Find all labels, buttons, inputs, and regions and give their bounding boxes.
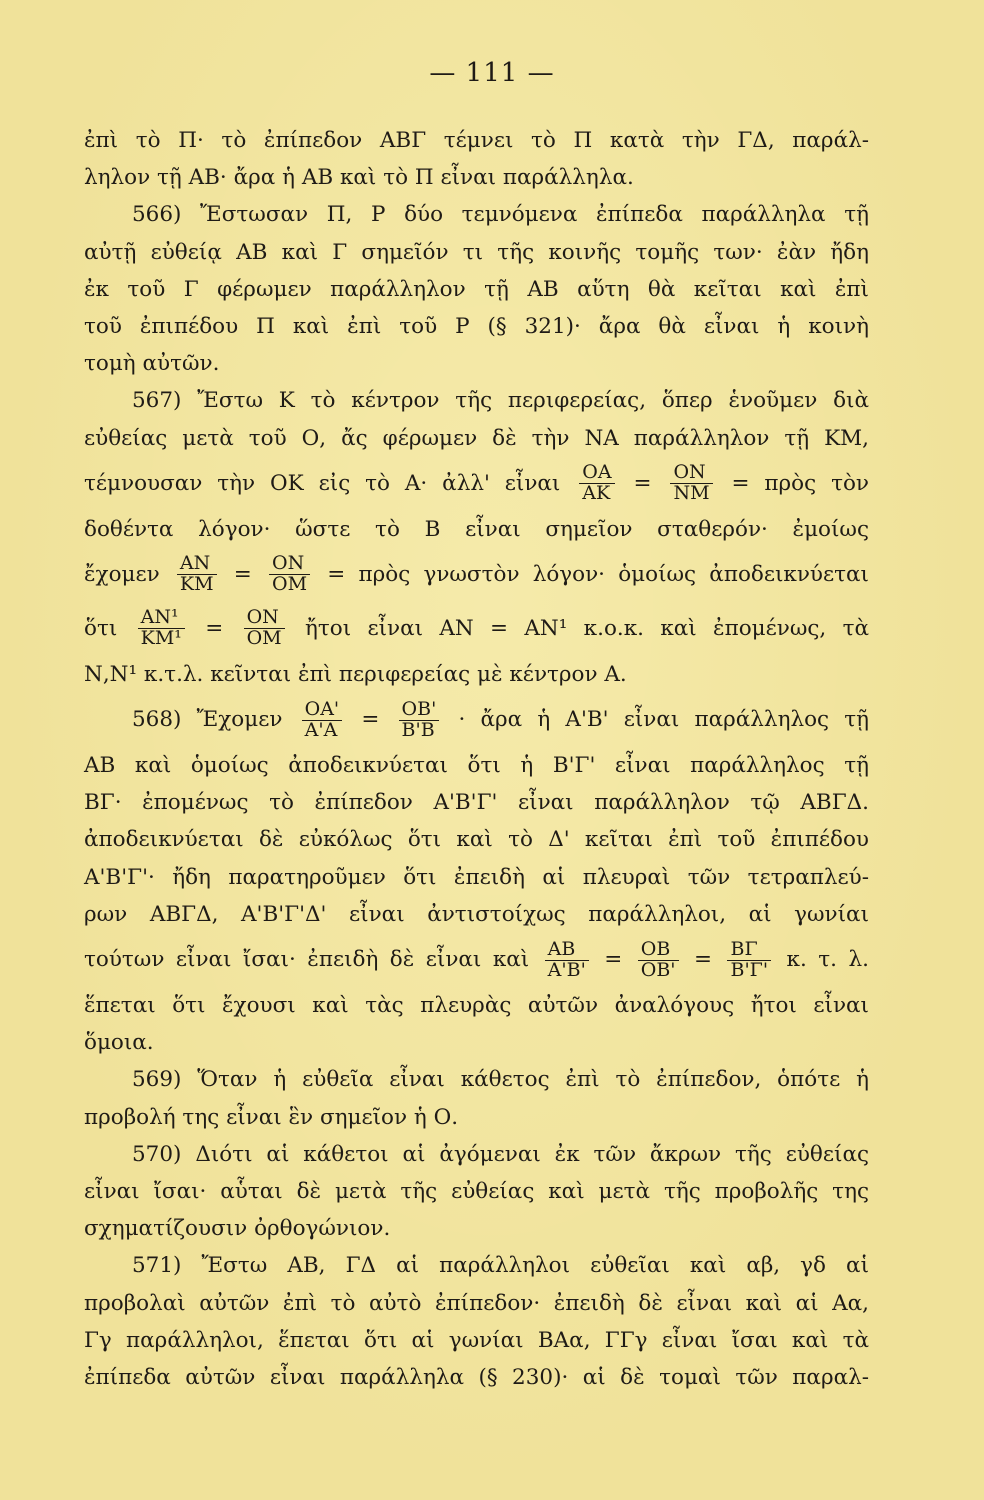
- fraction-numerator: ΒΓ: [727, 940, 771, 961]
- fraction-on-om: [269, 554, 310, 595]
- text-segment: τέμνουσαν τὴν ΟΚ εἰς τὸ Α· ἀλλ' εἶναι: [84, 470, 561, 496]
- text-line: ἐπὶ τὸ Π· τὸ ἐπίπεδον ΑΒΓ τέμνει τὸ Π κατὰ τὴν ΓΔ, παράλ-: [84, 128, 869, 153]
- fraction-bg: [727, 937, 771, 981]
- text-line: Α'Β'Γ'· ἤδη παρατηροῦμεν ὅτι ἐπειδὴ αἱ πλευραὶ τῶν τετραπλεύ-: [84, 864, 869, 890]
- fraction-an-km: [177, 554, 217, 595]
- text-segment: = πρὸς γνωστὸν λόγον· ὁμοίως ἀποδεικνύεται: [327, 561, 869, 587]
- text-line: εἶναι ἴσαι· αὗται δὲ μετὰ τῆς εὐθείας καὶ μετὰ τῆς προβολῆς της: [84, 1178, 869, 1204]
- equals-sign: =: [205, 615, 224, 641]
- text-segment: ἤτοι εἶναι ΑΝ = ΑΝ¹ κ.ο.κ. καὶ ἐπομένως, τὰ: [304, 615, 870, 641]
- text-line: ρων ΑΒΓΔ, Α'Β'Γ'Δ' εἶναι ἀντιστοίχως παράλληλοι, αἱ γωνίαι: [84, 901, 869, 927]
- text-line-with-fraction: [84, 602, 869, 656]
- text-line: τοῦ ἐπιπέδου Π καὶ ἐπὶ τοῦ Ρ (§ 321)· ἄρα θὰ εἶναι ἡ κοινὴ: [84, 313, 869, 339]
- fraction-denominator: ΟΜ: [246, 627, 282, 650]
- fraction-denominator: Α'Α: [304, 718, 338, 741]
- fraction-on-om-2: [244, 608, 285, 649]
- fraction-denominator: ΝΜ: [673, 482, 710, 505]
- text-line: ΑΒ καὶ ὁμοίως ἀποδεικνύεται ὅτι ἡ Β'Γ' εἶναι παράλληλος τῇ: [84, 753, 869, 779]
- text-line: ἀποδεικνύεται δὲ εὐκόλως ὅτι καὶ τὸ Δ' κεῖται ἐπὶ τοῦ ἐπιπέδου: [84, 827, 869, 853]
- text-segment: ὅτι: [84, 615, 118, 641]
- text-line: ληλον τῇ ΑΒ· ἄρα ἡ ΑΒ καὶ τὸ Π εἶναι παράλληλα.: [84, 165, 634, 191]
- fraction-denominator: Β'Β: [401, 718, 435, 741]
- fraction-numerator: ΑΒ: [545, 940, 589, 961]
- fraction-on-nm: [670, 463, 712, 504]
- fraction-numerator: ΟΝ: [269, 554, 310, 575]
- fraction-numerator: ΟΑ': [302, 700, 343, 721]
- text-line: 566) Ἔστωσαν Π, Ρ δύο τεμνόμενα ἐπίπεδα παράλληλα τῇ: [132, 202, 869, 228]
- text-line: Γγ παράλληλοι, ἕπεται ὅτι αἱ γωνίαι ΒΑα, ΓΓγ εἶναι ἴσαι καὶ τὰ: [84, 1327, 869, 1353]
- fraction-numerator: ΟΑ: [579, 463, 614, 484]
- text-segment: ἔχομεν: [84, 561, 160, 587]
- fraction-oa-aa: [302, 697, 343, 741]
- page-number: — 111 —: [429, 58, 555, 88]
- text-line-with-fraction: [84, 693, 869, 747]
- text-line: σχηματίζουσιν ὀρθογώνιον.: [84, 1216, 391, 1242]
- text-line: αὐτῇ εὐθείᾳ ΑΒ καὶ Γ σημεῖόν τι τῆς κοινῆς τομῆς των· ἐὰν ἤδη: [84, 239, 869, 265]
- text-line: ὅμοια.: [84, 1030, 154, 1056]
- text-line: προβολή της εἶναι ἓν σημεῖον ἡ Ο.: [84, 1104, 459, 1130]
- equals-sign: =: [361, 707, 380, 733]
- text-line: προβολαὶ αὐτῶν ἐπὶ τὸ αὐτὸ ἐπίπεδον· ἐπειδὴ δὲ εἶναι καὶ αἱ Αα,: [84, 1290, 869, 1316]
- text-segment: = πρὸς τὸν: [731, 470, 869, 496]
- text-line-with-fraction: [84, 457, 869, 511]
- text-line: τομὴ αὐτῶν.: [84, 351, 220, 377]
- fraction-ob-bb: [399, 697, 440, 741]
- fraction-numerator: ΟΝ: [670, 463, 712, 484]
- fraction-denominator: ΟΒ': [640, 958, 676, 981]
- fraction-denominator: ΟΜ: [272, 573, 308, 596]
- fraction-denominator: ΚΜ: [179, 573, 214, 596]
- text-line: ἕπεται ὅτι ἔχουσι καὶ τὰς πλευρὰς αὐτῶν ἀναλόγους ἤτοι εἶναι: [84, 993, 869, 1018]
- text-line: 571) Ἔστω ΑΒ, ΓΔ αἱ παράλληλοι εὐθεῖαι καὶ αβ, γδ αἱ: [132, 1253, 869, 1279]
- body-text: [84, 122, 869, 1396]
- text-segment: 568) Ἔχομεν: [132, 707, 283, 733]
- text-line-with-fraction: [84, 933, 869, 987]
- text-segment: · ἄρα ἡ Α'Β' εἶναι παράλληλος τῇ: [458, 707, 870, 733]
- fraction-denominator: ΑΚ: [582, 482, 611, 505]
- text-line-with-fraction: [84, 548, 869, 602]
- fraction-numerator: ΟΝ: [244, 608, 285, 629]
- fraction-denominator: Α'Β': [547, 958, 586, 981]
- fraction-numerator: ΟΒ: [638, 940, 679, 961]
- fraction-an1-km1: [138, 608, 185, 649]
- text-line: 567) Ἔστω Κ τὸ κέντρον τῆς περιφερείας, ὅπερ ἑνοῦμεν διὰ: [132, 388, 869, 414]
- text-line: εὐθείας μετὰ τοῦ Ο, ἄς φέρωμεν δὲ τὴν ΝΑ παράλληλον τῇ ΚΜ,: [84, 425, 869, 451]
- equals-sign: =: [604, 947, 623, 972]
- text-line: 570) Διότι αἱ κάθετοι αἱ ἀγόμεναι ἐκ τῶν ἄκρων τῆς εὐθείας: [132, 1141, 869, 1167]
- equals-sign: =: [694, 947, 713, 972]
- equals-sign: =: [233, 561, 252, 587]
- fraction-denominator: ΚΜ¹: [140, 627, 182, 650]
- fraction-ob: [638, 937, 679, 981]
- text-line: δοθέντα λόγον· ὥστε τὸ Β εἶναι σημεῖον σταθερόν· ἐμοίως: [84, 516, 869, 542]
- fraction-numerator: ΑΝ¹: [138, 608, 185, 629]
- text-line: ἐκ τοῦ Γ φέρωμεν παράλληλον τῇ ΑΒ αὕτη θὰ κεῖται καὶ ἐπὶ: [84, 276, 869, 302]
- fraction-numerator: ΑΝ: [177, 554, 217, 575]
- text-line: ΒΓ· ἐπομένως τὸ ἐπίπεδον Α'Β'Γ' εἶναι παράλληλον τῷ ΑΒΓΔ.: [84, 790, 869, 816]
- text-line: 569) Ὅταν ἡ εὐθεῖα εἶναι κάθετος ἐπὶ τὸ ἐπίπεδον, ὁπότε ἡ: [132, 1067, 869, 1093]
- fraction-denominator: Β'Γ': [730, 958, 769, 981]
- text-line: ἐπίπεδα αὐτῶν εἶναι παράλληλα (§ 230)· αἱ δὲ τομαὶ τῶν παραλ-: [84, 1364, 869, 1390]
- fraction-numerator: ΟΒ': [399, 700, 440, 721]
- text-segment: τούτων εἶναι ἴσαι· ἐπειδὴ δὲ εἶναι καὶ: [84, 947, 530, 972]
- fraction-ab: [545, 937, 589, 981]
- fraction-oa-ak: [579, 463, 614, 504]
- equals-sign: =: [633, 470, 652, 496]
- text-segment: κ. τ. λ.: [786, 947, 869, 972]
- text-line: Ν,Ν¹ κ.τ.λ. κεῖνται ἐπὶ περιφερείας μὲ κέντρον Α.: [84, 661, 627, 687]
